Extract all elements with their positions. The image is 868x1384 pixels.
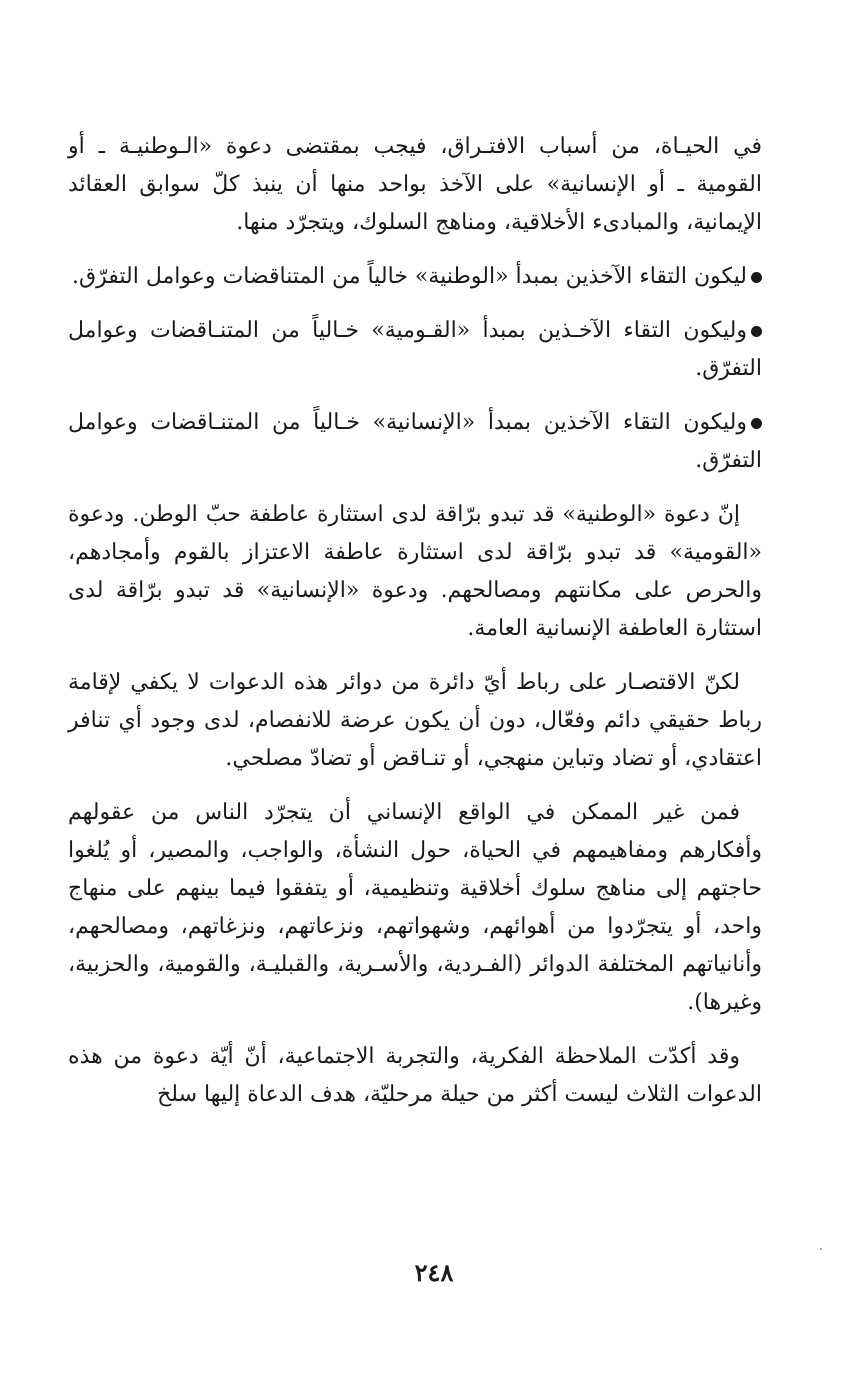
paragraph-4: فمن غير الممكن في الواقع الإنساني أن يتجرّد الناس من عقولهم وأفكارهم ومفاهيمهم في الحياة، حول النشأة، والواجب، والمصير، أو يُلغوا حاجتهم إلى مناهج سلوك أخلاقية وتنظيمية، أو يتفقوا فيما بينهم على منهاج واحد، أو يتجرّدوا من أهوائهم، وشهواتهم، ونزعاتهم، ونزغاتهم، ومصالحهم، وأنانياتهم المختلفة الدوائر (الفـردية، والأسـرية، والقبليـة، والقومية، والحزبية، وغيرها). [68, 800, 762, 1015]
paragraph-1: في الحيـاة، من أسباب الافتـراق، فيجب بمقتضى دعوة «الـوطنيـة ـ أو القومية ـ أو الإنسانية» على الآخذ بواحد منها أن ينبذ كلّ سوابق العقائد الإيمانية، والمبادىء الأخلاقية، ومناهج السلوك، ويتجرّد منها. [68, 134, 762, 235]
bullet-icon [751, 418, 762, 429]
paragraph-2: إنّ دعوة «الوطنية» قد تبدو برّاقة لدى استثارة عاطفة حبّ الوطن. ودعوة «القومية» قد تبدو برّاقة لدى استثارة عاطفة الاعتزاز بالقوم وأمجادهم، والحرص على مكانتهم ومصالحهم. ودعوة «الإنسانية» قد تبدو برّاقة لدى استثارة العاطفة الإنسانية العامة. [68, 502, 762, 641]
page-body [68, 128, 762, 1130]
paragraph-5: وقد أكدّت الملاحظة الفكرية، والتجربة الاجتماعية، أنّ أيّة دعوة من هذه الدعوات الثلاث ليست أكثر من حيلة مرحليّة، هدف الدعاة إليها سلخ [68, 1044, 762, 1107]
bullet-text: وليكون التقاء الآخذين بمبدأ «الإنسانية» خـالياً من المتنـاقضات وعوامل التفرّق. [68, 410, 762, 473]
paragraph-3: لكنّ الاقتصـار على رباط أيّ دائرة من دوائر هذه الدعوات لا يكفي لإقامة رباط حقيقي دائم وفعّال، دون أن يكون عرضة للانفصام، لدى وجود أي تنافر اعتقادي، أو تضاد وتباين منهجي، أو تنـاقض أو تضادّ مصلحي. [68, 670, 762, 771]
bullet-item-humanity [68, 404, 762, 480]
bullet-text: ليكون التقاء الآخذين بمبدأ «الوطنية» خالياً من المتناقضات وعوامل التفرّق. [72, 264, 747, 289]
bullet-icon [751, 272, 762, 283]
bullet-text: وليكون التقاء الآخـذين بمبدأ «القـومية» خـالياً من المتنـاقضات وعوامل التفرّق. [68, 318, 762, 381]
page-number: ٢٤٨ [414, 1258, 454, 1287]
bullet-item-ethnicity [68, 312, 762, 388]
scan-speck [820, 1248, 822, 1250]
bullet-icon [751, 326, 762, 337]
bullet-item-nationalism [68, 258, 762, 296]
